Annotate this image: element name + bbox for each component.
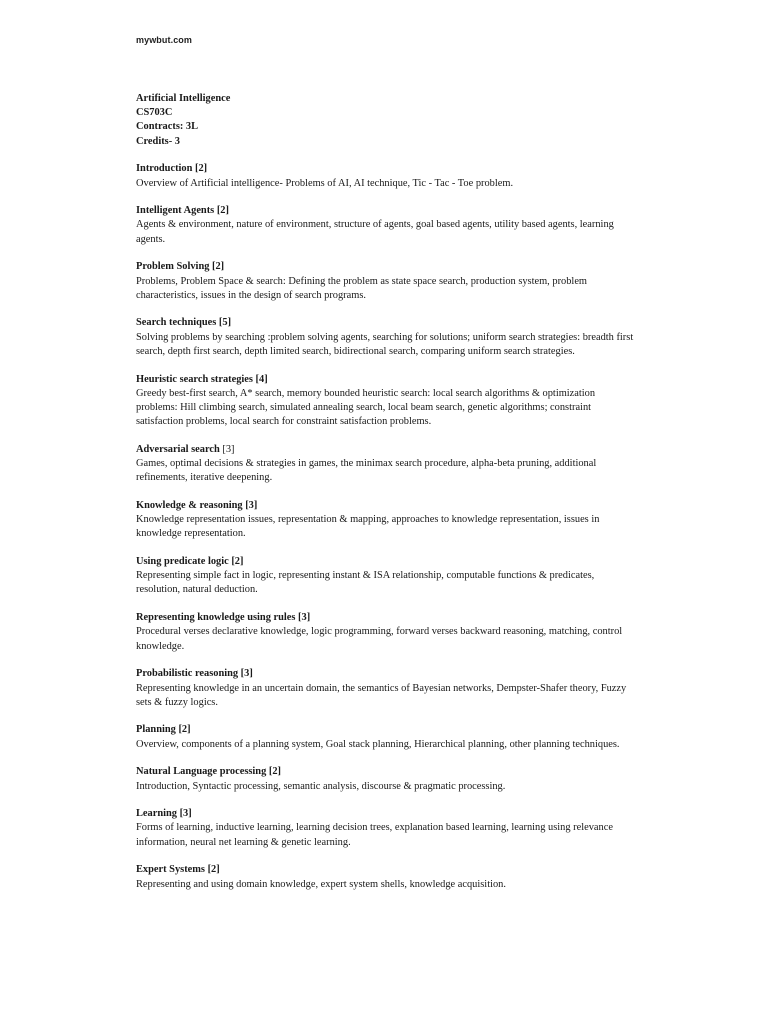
section-body: Introduction, Syntactic processing, semantic analysis, discourse & pragmatic processing. <box>136 780 506 792</box>
section-body: Overview, components of a planning system, Goal stack planning, Hierarchical planning, other planning techniques. <box>136 738 620 750</box>
section-body: Forms of learning, inductive learning, learning decision trees, explanation based learning, learning using relevance information, neural net learning & genetic learning. <box>136 822 613 848</box>
syllabus-page <box>136 92 636 892</box>
section-body: Agents & environment, nature of environment, structure of agents, goal based agents, utility based agents, learning agents. <box>136 219 614 245</box>
section-title: Problem Solving [2] <box>136 261 225 273</box>
section-knowledge-reasoning <box>136 499 636 542</box>
section-title: Probabilistic reasoning [3] <box>136 668 253 680</box>
section-nlp <box>136 765 636 793</box>
section-title: Using predicate logic [2] <box>136 556 244 568</box>
section-title: Planning [2] <box>136 724 191 736</box>
section-body: Knowledge representation issues, representation & mapping, approaches to knowledge representation, issues in knowledge representation. <box>136 514 600 540</box>
section-body: Problems, Problem Space & search: Defining the problem as state space search, production system, problem characteristics, issues in the design of search programs. <box>136 275 588 301</box>
section-body: Overview of Artificial intelligence- Problems of AI, AI technique, Tic - Tac - Toe problem. <box>136 177 514 189</box>
section-title: Heuristic search strategies [4] <box>136 373 268 385</box>
section-body: Representing simple fact in logic, representing instant & ISA relationship, computable functions & predicates, resolution, natural deduction. <box>136 570 595 596</box>
section-title <box>136 443 636 457</box>
section-title: Representing knowledge using rules [3] <box>136 612 311 624</box>
section-body: Procedural verses declarative knowledge, logic programming, forward verses backward reasoning, matching, control knowledge. <box>136 626 623 652</box>
section-title: Search techniques [5] <box>136 317 232 329</box>
section-title: Learning [3] <box>136 808 192 820</box>
section-heuristic-search <box>136 373 636 430</box>
section-body: Games, optimal decisions & strategies in games, the minimax search procedure, alpha-beta pruning, additional refinements, iterative deepening. <box>136 458 597 484</box>
section-body: Representing and using domain knowledge, expert system shells, knowledge acquisition. <box>136 878 506 890</box>
course-code: CS703C <box>136 107 173 119</box>
section-search-techniques <box>136 316 636 359</box>
section-expert-systems <box>136 863 636 891</box>
section-probabilistic-reasoning <box>136 667 636 710</box>
section-title: Natural Language processing [2] <box>136 766 281 778</box>
section-learning <box>136 807 636 850</box>
section-title: Knowledge & reasoning [3] <box>136 499 258 511</box>
section-title: Introduction [2] <box>136 163 208 175</box>
section-intelligent-agents <box>136 204 636 247</box>
section-title: Intelligent Agents [2] <box>136 205 229 217</box>
course-header <box>136 92 636 149</box>
section-knowledge-rules <box>136 611 636 654</box>
section-problem-solving <box>136 260 636 303</box>
section-predicate-logic <box>136 555 636 598</box>
section-body: Solving problems by searching :problem solving agents, searching for solutions; uniform search strategies: breadth first search, depth first search, depth limited search, bidirectional search, comparing uniform search strategies. <box>136 331 634 357</box>
site-watermark: mywbut.com <box>136 35 193 45</box>
course-credits: Credits- 3 <box>136 135 180 147</box>
section-hours: [3] <box>222 443 235 455</box>
course-contracts: Contracts: 3L <box>136 121 199 133</box>
section-title-text: Adversarial search <box>136 443 220 455</box>
section-planning <box>136 723 636 751</box>
section-adversarial-search <box>136 443 636 486</box>
section-body: Representing knowledge in an uncertain domain, the semantics of Bayesian networks, Dempster-Shafer theory, Fuzzy sets & fuzzy logics. <box>136 682 627 708</box>
course-title: Artificial Intelligence <box>136 93 231 104</box>
section-introduction <box>136 162 636 190</box>
section-body: Greedy best-first search, A* search, memory bounded heuristic search: local search algorithms & optimization problems: Hill climbing search, simulated annealing search, local beam search, genetic algorithms; constraint satisfaction problems, local search for constraint satisfaction problems. <box>136 387 596 428</box>
section-title: Expert Systems [2] <box>136 864 220 876</box>
